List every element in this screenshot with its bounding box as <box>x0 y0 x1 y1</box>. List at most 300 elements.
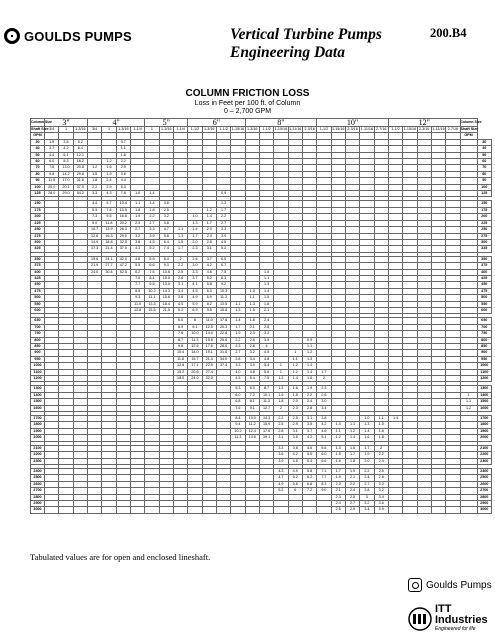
gpm-label-right: GPM <box>460 133 477 139</box>
loss-cell <box>216 507 230 513</box>
gpm-cell-right: 2900 <box>477 500 491 506</box>
loss-cell: 9.4 <box>231 422 245 428</box>
loss-cell: 15.6 <box>159 295 173 301</box>
loss-cell: 20.3 <box>216 324 230 330</box>
loss-cell: 1.4 <box>202 214 216 220</box>
loss-cell: 2.8 <box>245 344 259 350</box>
shaft-size-cell: 1 <box>102 127 116 133</box>
loss-cell: 1.3 <box>302 356 316 362</box>
loss-cell: 8.5 <box>130 288 144 294</box>
loss-cell: 7.5 <box>145 269 159 275</box>
loss-cell: 1 <box>288 350 302 356</box>
gpm-cell-right: 950 <box>477 356 491 362</box>
loss-cell: 3.4 <box>374 494 388 500</box>
loss-cell: 20.0 <box>45 184 59 190</box>
loss-cell: 8.3 <box>317 481 331 487</box>
loss-cell: 28.0 <box>216 344 230 350</box>
loss-cell: 6.0 <box>45 159 59 165</box>
loss-cell: 4.7 <box>274 475 288 481</box>
loss-cell: 5.0 <box>302 452 316 458</box>
loss-cell: 24.0 <box>87 269 101 275</box>
shaft-size-cell: 2-7/16 <box>375 127 387 131</box>
gpm-cell-right: 850 <box>477 344 491 350</box>
loss-cell: 1.6 <box>116 152 130 158</box>
gpm-cell: 500 <box>31 295 45 301</box>
loss-cell <box>288 507 302 513</box>
loss-cell: 5.5 <box>130 263 144 269</box>
gpm-cell: 375 <box>31 263 45 269</box>
loss-cell: 37.4 <box>216 363 230 369</box>
loss-cell: 9.5 <box>145 282 159 288</box>
loss-cell: 2.9 <box>102 184 116 190</box>
loss-cell: 2.4 <box>360 475 374 481</box>
loss-cell: 9.0 <box>317 488 331 494</box>
loss-cell: 20.1 <box>59 184 73 190</box>
loss-cell: 3.3 <box>188 269 202 275</box>
gpm-cell-right: 1500 <box>477 399 491 405</box>
gpm-cell-right: 650 <box>477 318 491 324</box>
loss-cell: 13.0 <box>159 282 173 288</box>
loss-cell: 3.6 <box>59 139 73 145</box>
loss-cell: 10.4 <box>173 350 187 356</box>
column-size-header: 4" <box>87 119 144 127</box>
loss-cell: 22.9 <box>202 363 216 369</box>
loss-cell: 47.2 <box>116 263 130 269</box>
loss-cell: 2.7 <box>130 227 144 233</box>
loss-cell: 13.5 <box>116 207 130 213</box>
loss-cell: 1.9 <box>360 452 374 458</box>
gpm-cell: 2100 <box>31 445 45 451</box>
loss-cell: 4.5 <box>188 288 202 294</box>
loss-cell: 3.1 <box>302 416 316 422</box>
loss-cell: 18.8 <box>102 239 116 245</box>
gpm-cell-right: 300 <box>477 239 491 245</box>
gpm-cell-right: 425 <box>477 275 491 281</box>
loss-cell: 4.5 <box>231 376 245 382</box>
loss-cell: 1.1 <box>374 416 388 422</box>
loss-cell: 2.4 <box>102 178 116 184</box>
gpm-cell-right: 50 <box>477 152 491 158</box>
loss-cell: 3.3 <box>216 227 230 233</box>
loss-cell: 0.7 <box>116 139 130 145</box>
loss-cell: 3.4 <box>360 507 374 513</box>
loss-cell: 1.8 <box>130 207 144 213</box>
loss-cell: 9.8 <box>173 344 187 350</box>
loss-cell <box>431 507 445 513</box>
gpm-cell: 70 <box>31 165 45 171</box>
gpm-cell: 2500 <box>31 475 45 481</box>
loss-cell: 15.5 <box>202 337 216 343</box>
loss-cell: 15.0 <box>159 275 173 281</box>
gpm-cell: 3000 <box>31 507 45 513</box>
column-size-label: Column Size <box>31 119 45 127</box>
loss-cell: 6.6 <box>317 458 331 464</box>
loss-cell: 7.3 <box>87 214 101 220</box>
loss-cell: 1.7 <box>317 369 331 375</box>
loss-cell: 5.2 <box>73 139 87 145</box>
loss-cell: 4.9 <box>288 468 302 474</box>
loss-cell: 1.0 <box>188 214 202 220</box>
loss-cell: 2.3 <box>188 246 202 252</box>
loss-cell: 4.2 <box>302 435 316 441</box>
loss-cell <box>231 507 245 513</box>
loss-cell: 4.2 <box>317 422 331 428</box>
loss-cell: 8.4 <box>145 275 159 281</box>
loss-cell: 2.7 <box>145 220 159 226</box>
shaft-size-cell: 2-3/16 <box>304 127 315 131</box>
loss-cell: 6.9 <box>188 307 202 313</box>
loss-cell: 2.9 <box>116 165 130 171</box>
loss-cell: 12.8 <box>87 233 101 239</box>
loss-cell: 3.3 <box>231 363 245 369</box>
loss-cell: 29.0 <box>116 233 130 239</box>
loss-cell: 1.1 <box>259 275 273 281</box>
loss-cell: 12.8 <box>173 363 187 369</box>
loss-cell: 1.7 <box>231 324 245 330</box>
loss-cell: 11.3 <box>188 337 202 343</box>
loss-cell: 2.8 <box>360 488 374 494</box>
loss-cell: 21.9 <box>87 263 101 269</box>
loss-cell: 7.1 <box>317 468 331 474</box>
friction-loss-table <box>30 118 492 514</box>
loss-cell: 2.2 <box>360 468 374 474</box>
loss-cell: 2.5 <box>274 422 288 428</box>
loss-cell: 1.7 <box>360 445 374 451</box>
loss-cell: 2.9 <box>288 422 302 428</box>
loss-cell: 1.3 <box>245 301 259 307</box>
gpm-cell: 425 <box>31 275 45 281</box>
loss-cell: 2.2 <box>216 214 230 220</box>
loss-cell: 4.8 <box>130 256 144 262</box>
loss-cell: 1.9 <box>345 468 359 474</box>
gpm-cell: 1500 <box>31 399 45 405</box>
loss-cell: 6.3 <box>202 288 216 294</box>
loss-cell: 3.4 <box>173 288 187 294</box>
gpm-cell-right: 1900 <box>477 428 491 434</box>
column-size-header: 6" <box>188 119 245 127</box>
shaft-size-cell: 1-3/16 <box>118 127 129 131</box>
title-line-2: Engineering Data <box>230 44 345 61</box>
gpm-cell-right: 475 <box>477 288 491 294</box>
itt-logo-icon <box>408 607 432 631</box>
loss-cell: 3.7 <box>45 146 59 152</box>
loss-cell: 21.3 <box>202 356 216 362</box>
loss-cell: 3.2 <box>159 214 173 220</box>
loss-cell: 4.4 <box>87 201 101 207</box>
loss-cell: 1.4 <box>360 428 374 434</box>
loss-cell: 5.7 <box>102 201 116 207</box>
loss-cell: 1.7 <box>345 452 359 458</box>
loss-cell: 0.9 <box>216 191 230 197</box>
loss-cell: 9.5 <box>102 214 116 220</box>
loss-cell: 2.2 <box>345 481 359 487</box>
loss-cell: 6.2 <box>130 269 144 275</box>
loss-cell: 3.0 <box>317 399 331 405</box>
loss-cell: 3.3 <box>87 191 101 197</box>
loss-cell: 4.5 <box>259 350 273 356</box>
loss-cell: 5.8 <box>302 468 316 474</box>
goulds-footer-brand <box>408 578 492 592</box>
loss-cell: 2.2 <box>231 337 245 343</box>
loss-cell: 13.9 <box>102 227 116 233</box>
loss-cell: 3.6 <box>374 500 388 506</box>
gpm-cell: 250 <box>31 227 45 233</box>
loss-cell: 3.6 <box>116 171 130 177</box>
loss-cell: 16.3 <box>102 233 116 239</box>
loss-cell: 8.4 <box>231 416 245 422</box>
gpm-cell: 2000 <box>31 435 45 441</box>
loss-cell: 13.0 <box>59 165 73 171</box>
gpm-cell-right: 2800 <box>477 494 491 500</box>
loss-cell: 19.6 <box>87 256 101 262</box>
loss-cell: 17.8 <box>216 318 230 324</box>
loss-cell: 1 <box>274 363 288 369</box>
loss-cell: 4.4 <box>45 152 59 158</box>
loss-cell: 32.5 <box>116 239 130 245</box>
loss-cell: 5.8 <box>159 233 173 239</box>
loss-cell: 2.0 <box>202 227 216 233</box>
loss-cell: 6.8 <box>231 399 245 405</box>
loss-cell: 4.3 <box>130 246 144 252</box>
loss-cell: 1.1 <box>173 227 187 233</box>
loss-cell: 2 <box>374 445 388 451</box>
loss-cell: 5.9 <box>145 256 159 262</box>
loss-cell: 2.2 <box>145 214 159 220</box>
shaft-size-cell: 3/4 <box>45 127 59 133</box>
gpm-cell: 50 <box>31 152 45 158</box>
loss-cell: 1.2 <box>345 428 359 434</box>
gpm-cell: 150 <box>31 201 45 207</box>
loss-cell: 1.9 <box>102 171 116 177</box>
loss-cell: 10.1 <box>259 392 273 398</box>
loss-cell: 15.5 <box>145 307 159 313</box>
loss-cell: 37.5 <box>73 184 87 190</box>
loss-cell: 8.7 <box>259 386 273 392</box>
loss-cell: 2.7 <box>216 220 230 226</box>
loss-cell: 6.2 <box>302 475 316 481</box>
gpm-label: GPM <box>31 133 45 139</box>
loss-cell: 11.3 <box>259 399 273 405</box>
loss-cell: 10.4 <box>116 201 130 207</box>
gpm-cell: 2600 <box>31 481 45 487</box>
loss-cell <box>173 507 187 513</box>
shaft-size-cell: 1-1/2 <box>317 127 331 133</box>
loss-cell: 7.5 <box>216 269 230 275</box>
loss-cell: 6.0 <box>231 392 245 398</box>
loss-cell: 1.3 <box>360 422 374 428</box>
shaft-size-cell: 1-3/16 <box>204 127 215 131</box>
gpm-cell-right: 80 <box>477 171 491 177</box>
loss-cell: 6.7 <box>216 263 230 269</box>
loss-cell: 16.2 <box>73 159 87 165</box>
loss-cell: 7.7 <box>317 475 331 481</box>
loss-cell: 1.2 <box>274 376 288 382</box>
loss-cell: 1.2 <box>288 369 302 375</box>
gpm-cell: 750 <box>31 331 45 337</box>
gpm-cell: 300 <box>31 239 45 245</box>
section-title: COLUMN FRICTION LOSS <box>185 88 310 99</box>
loss-cell: 1.6 <box>360 435 374 441</box>
loss-cell: 5.6 <box>288 481 302 487</box>
loss-cell: 2.0 <box>288 399 302 405</box>
loss-cell: 1.5 <box>245 307 259 313</box>
gpm-cell: 350 <box>31 256 45 262</box>
loss-cell: 9.3 <box>130 295 144 301</box>
loss-cell: 1.4 <box>259 288 273 294</box>
loss-cell: 5.3 <box>231 386 245 392</box>
loss-cell <box>116 507 130 513</box>
loss-cell: 1.9 <box>331 475 345 481</box>
loss-cell: 2.0 <box>360 458 374 464</box>
loss-cell <box>45 507 59 513</box>
loss-cell: 2.2 <box>274 416 288 422</box>
column-size-header: 3" <box>45 119 88 127</box>
loss-cell: 1.6 <box>288 386 302 392</box>
loss-cell: 20.8 <box>73 165 87 171</box>
loss-cell: 3.1 <box>173 282 187 288</box>
loss-cell: 5.2 <box>274 488 288 494</box>
loss-cell: 1.1 <box>460 399 477 405</box>
loss-cell: 6.0 <box>173 318 187 324</box>
gpm-cell: 2900 <box>31 500 45 506</box>
document-title <box>230 26 382 62</box>
loss-cell: 5.2 <box>145 246 159 252</box>
loss-cell: 1.4 <box>388 416 402 422</box>
loss-cell: 16.6 <box>116 214 130 220</box>
loss-cell: 2.8 <box>202 239 216 245</box>
loss-cell: 1.8 <box>87 178 101 184</box>
loss-cell: 1.3 <box>173 233 187 239</box>
loss-cell: 14.0 <box>188 350 202 356</box>
loss-cell: 2.7 <box>231 350 245 356</box>
loss-cell: 3.1 <box>274 435 288 441</box>
loss-cell: 11.0 <box>202 318 216 324</box>
loss-cell: 4.0 <box>231 369 245 375</box>
loss-cell: 10.0 <box>188 331 202 337</box>
loss-cell: 54.2 <box>73 191 87 197</box>
gpm-cell-right: 2600 <box>477 481 491 487</box>
loss-cell <box>446 507 460 513</box>
gpm-cell-right: 900 <box>477 350 491 356</box>
loss-cell: 24.0 <box>188 376 202 382</box>
footnote: Tabulated values are for open and enclosed lineshaft. <box>30 552 211 562</box>
loss-cell: 6.9 <box>202 295 216 301</box>
gpm-cell: 125 <box>31 191 45 197</box>
gpm-cell-right: 2000 <box>477 435 491 441</box>
gpm-cell: 200 <box>31 214 45 220</box>
loss-cell: 20.6 <box>188 369 202 375</box>
loss-cell: 1.7 <box>216 207 230 213</box>
loss-cell: 15.2 <box>173 369 187 375</box>
gpm-cell-right: 100 <box>477 184 491 190</box>
gpm-cell: 325 <box>31 246 45 252</box>
loss-cell: 2.4 <box>374 458 388 464</box>
loss-cell: 2.5 <box>159 207 173 213</box>
loss-cell: 1.8 <box>345 458 359 464</box>
loss-cell: 8.3 <box>216 275 230 281</box>
loss-cell: 4.6 <box>202 269 216 275</box>
loss-cell: 31.6 <box>216 350 230 356</box>
shaft-size-label-right: Shaft Size <box>460 127 479 131</box>
gpm-cell-right: 1100 <box>477 369 491 375</box>
gpm-cell-right: 1600 <box>477 405 491 411</box>
loss-cell: 2.8 <box>374 475 388 481</box>
loss-cell: 6.6 <box>145 263 159 269</box>
loss-cell: 2.4 <box>202 233 216 239</box>
loss-cell: 29.8 <box>73 171 87 177</box>
loss-cell: 10.7 <box>87 227 101 233</box>
loss-cell: 17.3 <box>87 246 101 252</box>
loss-cell: 1.0 <box>259 269 273 275</box>
loss-cell: 2.5 <box>173 269 187 275</box>
gpm-cell: 900 <box>31 350 45 356</box>
loss-cell: 1.6 <box>331 458 345 464</box>
loss-cell: 10.0 <box>245 416 259 422</box>
shaft-size-cell: 2-3/16 <box>347 127 358 131</box>
loss-cell: 6.1 <box>59 152 73 158</box>
gpm-cell: 850 <box>31 344 45 350</box>
loss-cell: 6.3 <box>245 386 259 392</box>
loss-cell: 1.7 <box>331 468 345 474</box>
gpm-cell-right: 150 <box>477 201 491 207</box>
loss-cell: 1.8 <box>274 399 288 405</box>
loss-cell: 1.9 <box>231 331 245 337</box>
shaft-size-cell: 1-11/16 <box>432 127 445 131</box>
gpm-cell: 1300 <box>31 386 45 392</box>
gpm-cell-right: 40 <box>477 146 491 152</box>
loss-cell: 2.4 <box>345 488 359 494</box>
loss-cell: 8.4 <box>159 256 173 262</box>
loss-cell: 3.8 <box>317 416 331 422</box>
shaft-size-cell: 1 <box>59 127 73 133</box>
loss-cell: 10.2 <box>145 288 159 294</box>
loss-cell: 8.3 <box>59 159 73 165</box>
loss-cell: 9.3 <box>159 263 173 269</box>
loss-cell: 11.8 <box>102 220 116 226</box>
loss-cell: 6.9 <box>173 324 187 330</box>
loss-cell: 1.3 <box>331 445 345 451</box>
loss-cell: 1.1 <box>345 422 359 428</box>
loss-cell: 2.6 <box>317 392 331 398</box>
loss-cell: 1.0 <box>130 191 144 197</box>
loss-cell: 2.7 <box>345 500 359 506</box>
loss-cell: 5.3 <box>116 184 130 190</box>
gpm-cell-right: 125 <box>477 191 491 197</box>
loss-cell: 2.7 <box>360 481 374 487</box>
section-subtitle: Loss in Feet per 100 ft. of Column <box>194 100 301 107</box>
loss-cell <box>460 507 477 513</box>
loss-cell: 5.2 <box>202 275 216 281</box>
goulds-logo-mark-icon <box>4 28 20 44</box>
loss-cell: 1.3 <box>259 282 273 288</box>
loss-cell: 11.0 <box>130 301 144 307</box>
loss-cell: 5.2 <box>173 307 187 313</box>
gpm-cell-right: 90 <box>477 178 491 184</box>
loss-cell: 4.6 <box>302 445 316 451</box>
loss-cell: 26.3 <box>116 227 130 233</box>
loss-cell: 7.0 <box>130 275 144 281</box>
loss-cell: 9.5 <box>202 307 216 313</box>
loss-cell: 13.3 <box>145 301 159 307</box>
loss-cell: 1.7 <box>202 220 216 226</box>
loss-cell: 2.0 <box>331 481 345 487</box>
loss-cell: 2.6 <box>331 507 345 513</box>
loss-cell: 1.8 <box>259 301 273 307</box>
loss-cell: 5.2 <box>288 475 302 481</box>
loss-cell: 8 <box>188 318 202 324</box>
loss-cell: 1.8 <box>374 435 388 441</box>
shaft-size-cell: 1-3/16 <box>161 127 172 131</box>
